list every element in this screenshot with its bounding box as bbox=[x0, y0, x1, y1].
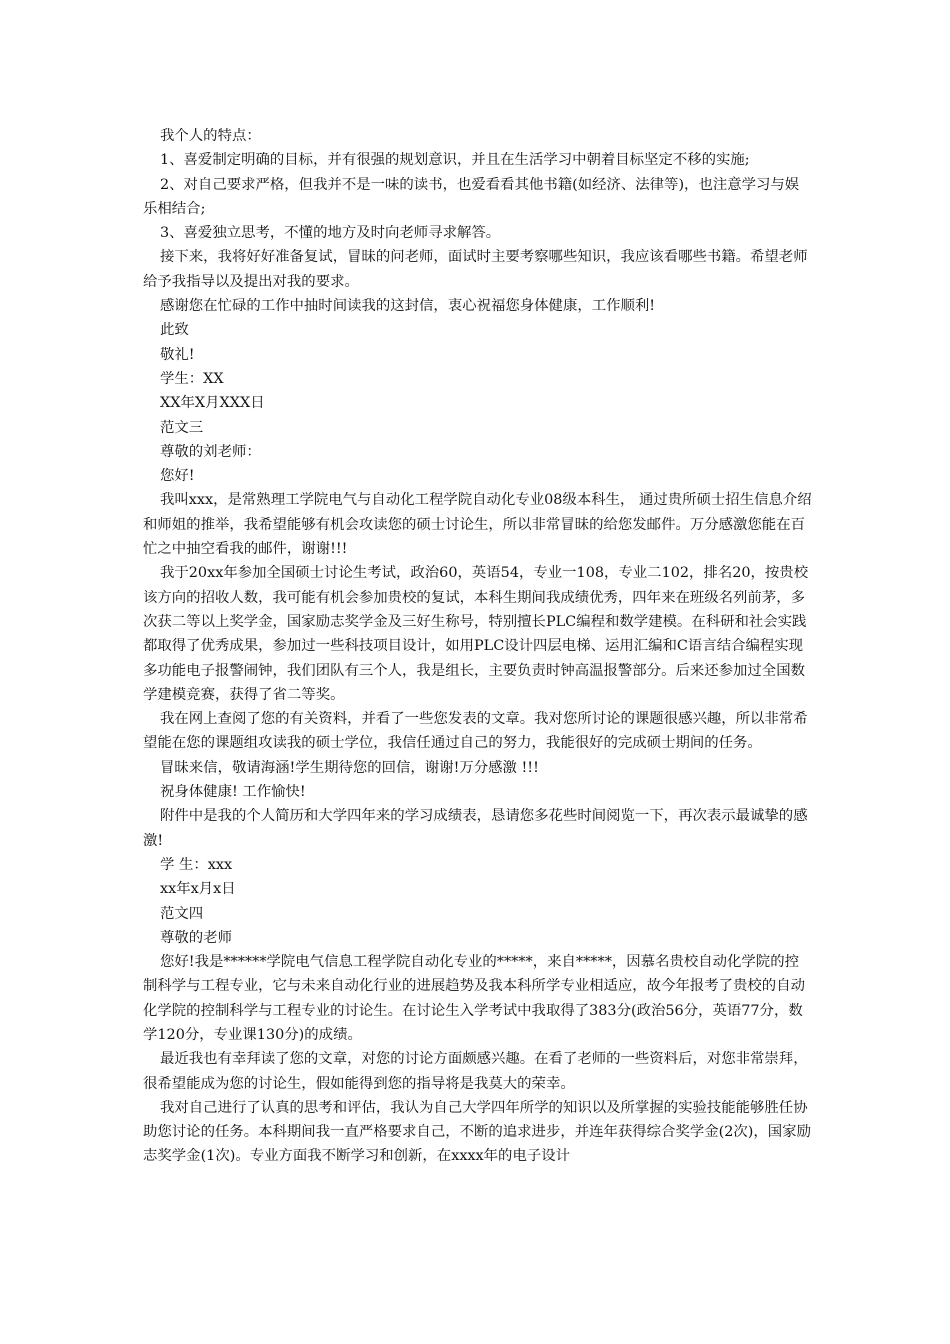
paragraph-self-evaluation: 我对自己进行了认真的思考和评估，我认为自己大学四年所学的知识以及所掌握的实验技能能够胜任协助您讨论的任务。本科期间我一直严格要求自己，不断的追求进步，并连年获得综合奖学金(2次)，国家励志奖学金(1次)。专业方面我不断学习和创新，在xxxx年的电子设计 bbox=[143, 1099, 811, 1165]
paragraph-exam-results: 我于20xx年参加全国硕士讨论生考试，政治60，英语54，专业一108，专业二102，排名20，按贵校该方向的招收人数，我可能有机会参加贵校的复试，本科生期间我成绩优秀，四年来在班级名列前茅，多次获二等以上奖学金，国家励志奖学金及三好生称号，特别擅长PLC编程和数学建模。在科研和社会实践都取得了优秀成果，参加过一些科技项目设计，如用PLC设计四层电梯、运用汇编和C语言结合编程实现多功能电子报警闹钟，我们团队有三个人，我是组长，主要负责时钟高温报警部分。后来还参加过全国数学建模竞赛，获得了省二等奖。 bbox=[143, 565, 809, 703]
paragraph-wishes: 祝身体健康! 工作愉快! bbox=[160, 784, 306, 801]
paragraph-features-heading: 我个人的特点： bbox=[160, 128, 261, 144]
paragraph-attachment: 附件中是我的个人简历和大学四年来的学习成绩表，恳请您多花些时间阅览一下，再次表示最诚挚的感激! bbox=[143, 808, 808, 849]
paragraph-feature-3: 3、喜爱独立思考，不懂的地方及时向老师寻求解答。 bbox=[160, 225, 501, 242]
paragraph-apology: 冒昧来信，敬请海涵!学生期待您的回信，谢谢!万分感激 !!! bbox=[160, 759, 539, 776]
signature-student: 学生：XX bbox=[160, 370, 224, 387]
greeting-hello: 您好! bbox=[160, 468, 195, 485]
paragraph-thanks: 感谢您在忙碌的工作中抽时间读我的这封信，衷心祝福您身体健康，工作顺利! bbox=[160, 298, 656, 315]
paragraph-feature-1: 1、喜爱制定明确的目标，并有很强的规划意识，并且在生活学习中朝着目标坚定不移的实施; bbox=[160, 152, 750, 169]
closing-salutation: 此致 bbox=[160, 322, 189, 339]
paragraph-background: 您好!我是******学院电气信息工程学院自动化专业的*****，来自*****，因慕名贵校自动化学院的控制科学与工程专业，它与未来自动化行业的进展趋势及我本科所学专业相适应，故今年报考了贵校的自动化学院的控制科学与工程专业的讨论生。在讨论生入学考试中我取得了383分(政治56分，英语77分，数学120分，专业课130分)的成绩。 bbox=[143, 954, 805, 1043]
paragraph-research-interest: 我在网上查阅了您的有关资料，并看了一些您发表的文章。我对您所讨论的课题很感兴趣，所以非常希望能在您的课题组攻读我的硕士学位，我信任通过自己的努力，我能很好的完成硕士期间的任务。 bbox=[143, 711, 808, 752]
section-title-sample-3: 范文三 bbox=[160, 419, 204, 436]
document-body bbox=[143, 124, 813, 1169]
closing-respect: 敬礼! bbox=[160, 346, 195, 363]
signature-date-2: xx年x月x日 bbox=[160, 881, 236, 898]
paragraph-next-steps: 接下来，我将好好准备复试，冒昧的问老师，面试时主要考察哪些知识，我应该看哪些书籍。希望老师给予我指导以及提出对我的要求。 bbox=[143, 249, 808, 290]
greeting-teacher: 尊敬的老师 bbox=[160, 929, 232, 946]
signature-date: XX年X月XXX日 bbox=[160, 395, 265, 412]
signature-student-2: 学 生：xxx bbox=[160, 856, 233, 873]
paragraph-feature-2: 2、对自己要求严格，但我并不是一味的读书，也爱看看其他书籍(如经济、法律等)，也注意学习与娱乐相结合; bbox=[143, 176, 800, 217]
paragraph-self-introduction: 我叫xxx，是常熟理工学院电气与自动化工程学院自动化专业08级本科生， 通过贵所硕士招生信息介绍和师姐的推举，我希望能够有机会攻读您的硕士讨论生，所以非常冒昧的给您发邮件。万分感激您能在百忙之中抽空看我的邮件，谢谢!!! bbox=[143, 492, 812, 558]
paragraph-admiration: 最近我也有幸拜读了您的文章，对您的讨论方面颇感兴趣。在看了老师的一些资料后，对您非常崇拜，很希望能成为您的讨论生，假如能得到您的指导将是我莫大的荣幸。 bbox=[143, 1051, 808, 1092]
section-title-sample-4: 范文四 bbox=[160, 905, 204, 922]
greeting-teacher-liu: 尊敬的刘老师： bbox=[160, 443, 261, 460]
